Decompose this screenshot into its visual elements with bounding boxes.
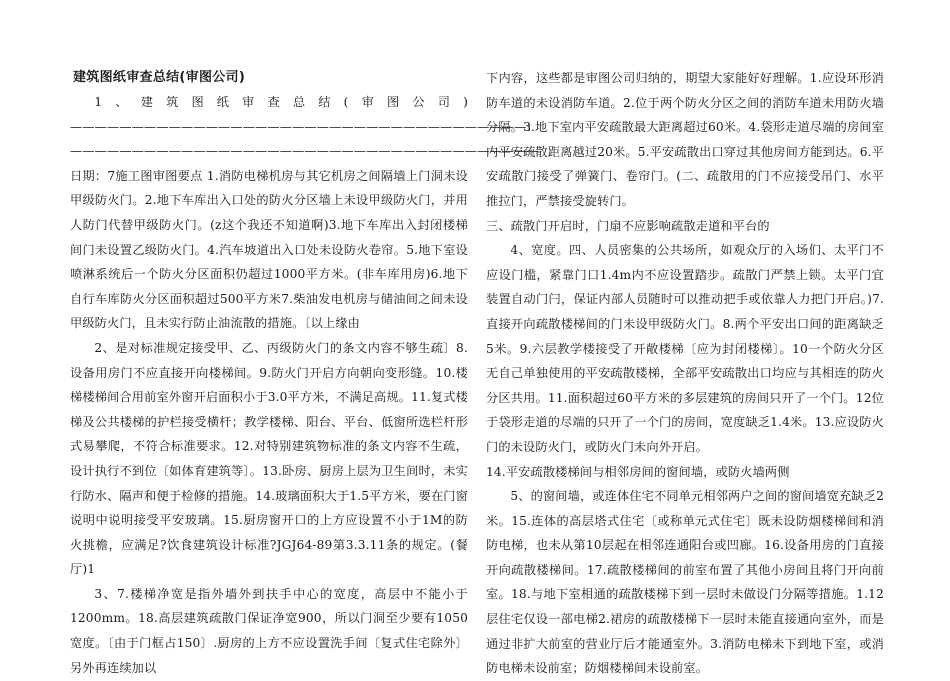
paragraph: 下内容，这些都是审图公司归纳的，期望大家能好好理解。1.应设环形消防车道的未设消防车道。2.位于两个防火分区之间的消防车道未用防火墙分隔。3.地下室内平安疏散最大距离超过60米。4.袋形走道尽端的房间室内平安疏散距离越过20米。5.平安疏散出口穿过其他房间方能到达。6.平安疏散门接受了弹簧门、卷帘门。(二、疏散用的门不应接受吊门、水平推拉门，严禁接受旋转门。 (486, 71, 884, 208)
paragraph: 5、的窗间墙，或连体住宅不同单元相邻两户之间的窗间墙宽充缺乏2米。15.连体的高层塔式住宅〔或称单元式住宅〕既未设防烟楼梯间和消防电梯，也未从第10层起在相邻连通阳台或凹廊。16.设备用房的门直接开向疏散楼梯间。17.疏散楼梯间的前室布置了其他小房间且将门开向前室。18.与地下室相通的疏散楼梯下到一层时未做设门分隔等措施。1.12层住宅仅设一部电梯2.裙房的疏散楼梯下一层时未能直接通向室外，而是通过非扩大前室的营业厅后才能通室外。3.消防电梯未下到地下室，或消防电梯未设前室；防烟楼梯间未设前室。 (486, 489, 884, 676)
paragraph: 2、是对标准规定接受甲、乙、丙级防火门的条文内容不够生疏〕8.设备用房门不应直接开向楼梯间。9.防火门开启方向朝向变形缝。10.楼梯楼梯间合用前室外窗开启面积小于3.0平方米，不满足高规。11.复式楼梯及公共楼梯的护栏接受横杆；教学楼梯、阳台、平台、低窗所选栏杆形式易攀爬，不符合标准要求。12.对特别建筑物标准的条文内容不生疏，设计执行不到位〔如体育建筑等〕。13.卧房、厨房上层为卫生间时，未实行防水、隔声和便于检修的措施。14.玻璃面积大于1.5平方米，要在门窗说明中说明接受平安玻璃。15.厨房窗开口的上方应设置不小于1M的防火挑檐，应满足?饮食建筑设计标准?JGJ64-89第3.3.11条的规定。(餐厅)1 (70, 340, 468, 577)
left-column (70, 66, 539, 680)
paragraph: 4、宽度。四、人员密集的公共场所，如观众厅的入场们、太平门不应设门槛，紧靠门口1.4m内不应设置踏步。疏散门严禁上锁。太平门宜装置自动门闩，保证内部人员随时可以推动把手或依靠人力把门开启。)7.直接开向疏散楼梯间的门未设甲级防火门。8.两个平安出口间的距离缺乏5米。9.六层教学楼接受了开敞楼梯〔应为封闭楼梯〕。10一个防火分区无自己单独使用的平安疏散楼梯，全部平安疏散出口均应与其相连的防火分区共用。11.面积超过60平方米的多层建筑的房间只开了一个门。12位于袋形走道的尽端的只开了一个门的房间，宽度缺乏1.4米。13.应设防火门的未设防火门，或防火门未向外开启。 (486, 243, 884, 454)
right-paragraphs (486, 66, 884, 681)
paragraph: 1、建筑图纸审查总结(审图公司)—————————————————————————————————————：——————————————————————————————————————日期：7施工图审图要点 1.消防电梯机房与其它机房之间隔墙上门洞未设甲级防火门。2.地下车库出入口处的防火分区墙上未设甲级防火门，并用人防门代替甲级防火门。(z这个我还不知道啊)3.地下车库出入封闭楼梯间门未设置乙级防火门。4.汽车坡道出入口处未设防火卷帘。5.地下室设喷淋系统后一个防火分区面积仍超过1000平方米。(非车库用房)6.地下自行车库防火分区面积超过500平方米7.柴油发电机房与储油间之间未设甲级防火门，且未实行防止油流散的措施。〔以上缘由 (70, 95, 539, 331)
paragraph: 3、7.楼梯净宽是指外墙外到扶手中心的宽度，高层中不能小于1200mm。18.高层建筑疏散门保证净宽900，所以门洞至少要有1050宽度。〔由于门框占150〕.厨房的上方不应设置洗手间〔复式住宅除外〕另外再连续加以 (70, 586, 468, 675)
document-title: 建筑图纸审查总结(审图公司) (73, 70, 246, 85)
left-paragraphs (70, 90, 539, 680)
paragraph: 14.平安疏散楼梯间与相邻房间的窗间墙，或防火墙两侧 (486, 464, 790, 479)
paragraph: 三、疏散门开启时，门扇不应影响疏散走道和平台的 (486, 218, 770, 233)
right-column (486, 66, 884, 681)
